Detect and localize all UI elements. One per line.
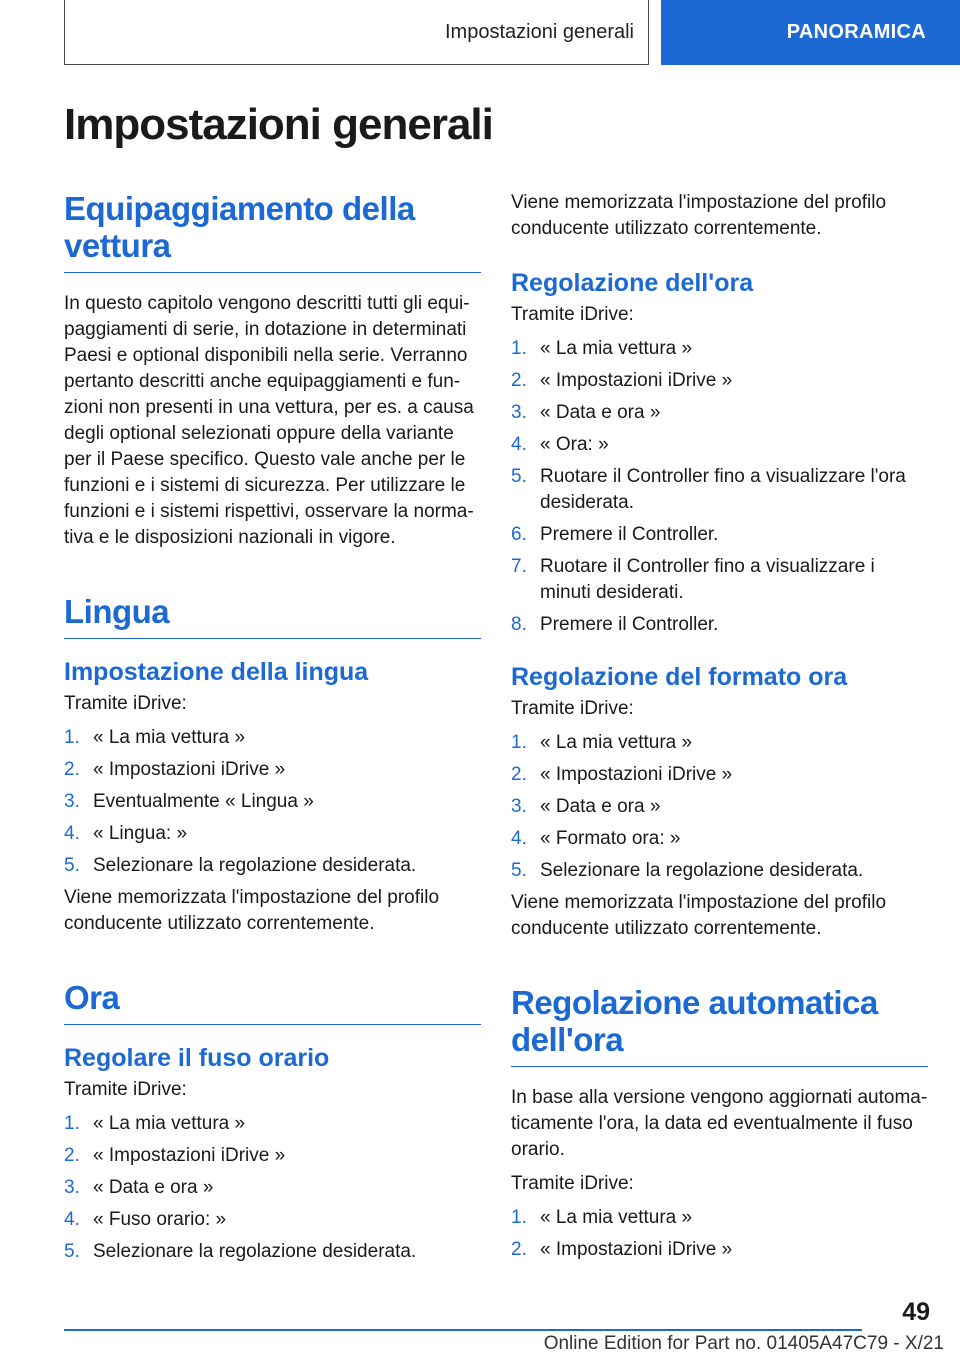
list-item: 3. « Data e ora » [511, 796, 661, 817]
list-item: 4. « Fuso orario: » [64, 1209, 227, 1230]
header-chapter-label: PANORAMICA [786, 21, 926, 43]
left-column [64, 190, 481, 1271]
equipaggiamento-text: In questo capitolo vengono descritti tutti gli equi-paggiamenti di serie, in dotazione in determinati Paesi e optional disponibili nella serie. Verranno pertanto descritti anche equipaggiamenti e fun-zioni non presenti in una vettura, per es. a causa degli optional selezionati oppure della variante per il Paese specifico. Questo vale anche per le funzioni e i sistemi di sicurezza. Per utilizzare le funzioni e i sistemi rispettivi, osservare la norma-tiva e le disposizioni nazionali in vigore. [64, 293, 474, 548]
subsection-title-formato-ora: Regolazione del formato ora [511, 663, 848, 691]
list-item: 2. « Impostazioni iDrive » [511, 764, 733, 785]
section-title-equipaggiamento: Equipaggiamento della vettura [64, 190, 481, 273]
header-section-label: Impostazioni generali [445, 20, 634, 43]
list-item: 6. Premere il Controller. [511, 524, 719, 545]
auto-text: In base alla versione vengono aggiornati automa-ticamente l'ora, la data ed eventualmente il fuso orario. [511, 1087, 928, 1160]
list-item: 2. « Impostazioni iDrive » [64, 759, 286, 780]
list-item: 3. « Data e ora » [511, 402, 661, 423]
subsection-title-fuso-orario: Regolare il fuso orario [64, 1044, 330, 1072]
list-item: 1. « La mia vettura » [511, 732, 693, 753]
right-column [511, 190, 928, 1269]
list-item: 5. Ruotare il Controller fino a visualizzare l'ora desiderata. [511, 466, 906, 513]
list-item: 5. Selezionare la regolazione desiderata. [511, 860, 864, 881]
header-section-tab [64, 0, 649, 65]
list-item: 8. Premere il Controller. [511, 614, 719, 635]
top-note: Viene memorizzata l'impostazione del profilo conducente utilizzato correntemente. [511, 192, 887, 239]
subsection-title-regolazione-ora: Regolazione dell'ora [511, 269, 754, 297]
page-title: Impostazioni generali [64, 100, 493, 149]
footer-edition: Online Edition for Part no. 01405A47C79 - X/21 [543, 1333, 944, 1354]
list-item: 1. « La mia vettura » [511, 1207, 693, 1228]
list-item: 1. « La mia vettura » [64, 727, 246, 748]
list-item: 3. « Data e ora » [64, 1177, 214, 1198]
page-number: 49 [902, 1298, 930, 1326]
reg-ora-steps [511, 336, 928, 638]
list-item: 5. Selezionare la regolazione desiderata. [64, 1241, 417, 1262]
list-item: 5. Selezionare la regolazione desiderata. [64, 855, 417, 876]
list-item: 7. Ruotare il Controller fino a visualizzare i minuti desiderati. [511, 556, 875, 603]
list-item: 2. « Impostazioni iDrive » [64, 1145, 286, 1166]
fuso-steps [64, 1111, 481, 1265]
list-item: 4. « Ora: » [511, 434, 609, 455]
reg-ora-intro: Tramite iDrive: [511, 304, 634, 325]
list-item: 1. « La mia vettura » [511, 338, 693, 359]
list-item: 2. « Impostazioni iDrive » [511, 370, 733, 391]
list-item: 2. « Impostazioni iDrive » [511, 1239, 733, 1260]
fuso-intro: Tramite iDrive: [64, 1079, 187, 1100]
formato-steps [511, 730, 928, 884]
footer-divider [64, 1329, 862, 1331]
subsection-title-lingua: Impostazione della lingua [64, 658, 369, 686]
lingua-note: Viene memorizzata l'impostazione del profilo conducente utilizzato correntemente. [64, 887, 440, 934]
list-item: 4. « Lingua: » [64, 823, 188, 844]
lingua-intro: Tramite iDrive: [64, 693, 187, 714]
formato-intro: Tramite iDrive: [511, 698, 634, 719]
list-item: 4. « Formato ora: » [511, 828, 681, 849]
formato-note: Viene memorizzata l'impostazione del profilo conducente utilizzato correntemente. [511, 892, 887, 939]
list-item: 1. « La mia vettura » [64, 1113, 246, 1134]
section-title-lingua: Lingua [64, 593, 481, 639]
lingua-steps [64, 725, 481, 879]
section-title-regolazione-automatica: Regolazione automatica dell'ora [511, 984, 928, 1067]
section-title-ora: Ora [64, 979, 481, 1025]
auto-steps [511, 1205, 928, 1263]
header-chapter-tab[interactable] [661, 0, 960, 65]
auto-intro: Tramite iDrive: [511, 1173, 634, 1194]
list-item: 3. Eventualmente « Lingua » [64, 791, 314, 812]
